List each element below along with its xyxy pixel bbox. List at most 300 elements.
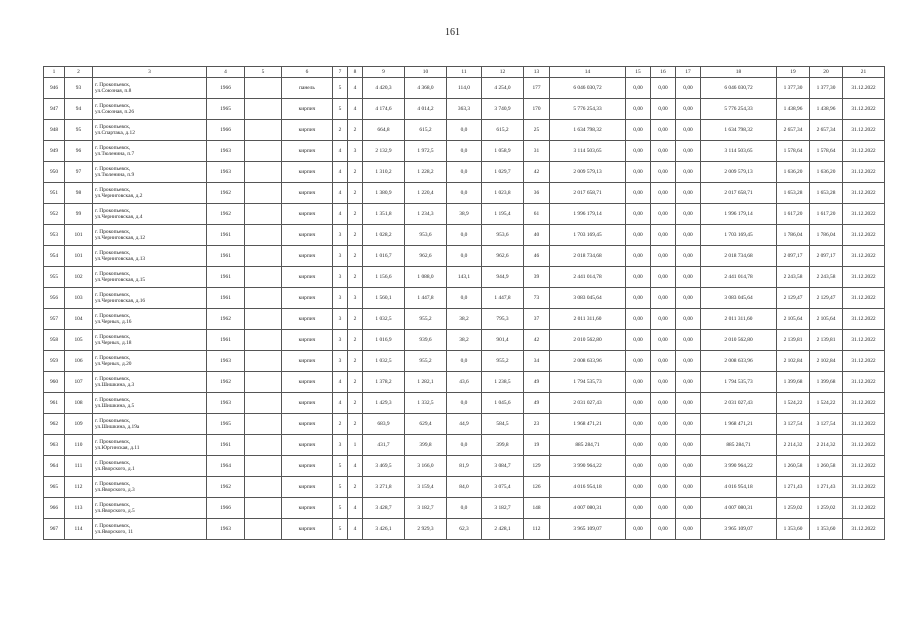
- table-cell: 0,00: [676, 99, 701, 120]
- table-cell: 953,6: [405, 225, 447, 246]
- table-cell: 4: [348, 498, 363, 519]
- address-line: г. Прокопьевск,: [95, 270, 131, 277]
- column-header: 13: [524, 67, 550, 78]
- table-cell: кирпич: [282, 204, 333, 225]
- table-cell: 0,0: [447, 141, 482, 162]
- table-cell: 1 617,20: [810, 204, 843, 225]
- table-cell: 1963: [207, 393, 245, 414]
- table-row: [44, 414, 885, 435]
- table-cell: 0,00: [626, 204, 651, 225]
- table-cell: 0,0: [447, 246, 482, 267]
- address-cell: [93, 393, 207, 414]
- column-header: 21: [843, 67, 885, 78]
- table-cell: 0,00: [626, 519, 651, 540]
- address-line: ул.Тюленина, п.7: [95, 151, 135, 157]
- table-cell: 2 011 311,60: [701, 309, 777, 330]
- table-cell: 3: [333, 330, 348, 351]
- table-cell: кирпич: [282, 288, 333, 309]
- table-cell: 0,00: [651, 372, 676, 393]
- table-cell: 1 399,68: [777, 372, 810, 393]
- table-cell: 966: [44, 498, 65, 519]
- table-cell: 46: [524, 246, 550, 267]
- table-cell: 1 310,2: [363, 162, 405, 183]
- column-header: 5: [245, 67, 282, 78]
- address-line: ул.Шишкина, д.19а: [95, 424, 140, 430]
- table-cell: [245, 162, 282, 183]
- table-cell: [245, 372, 282, 393]
- table-cell: 31.12.2022: [843, 141, 885, 162]
- table-cell: 0,00: [626, 498, 651, 519]
- table-cell: 2 009 579,13: [550, 162, 626, 183]
- table-cell: 1961: [207, 288, 245, 309]
- table-cell: 4: [333, 204, 348, 225]
- table-cell: 31.12.2022: [843, 393, 885, 414]
- table-cell: 948: [44, 120, 65, 141]
- column-header: 18: [701, 67, 777, 78]
- table-cell: 1 524,22: [777, 393, 810, 414]
- table-cell: 1962: [207, 204, 245, 225]
- table-cell: 1 332,5: [405, 393, 447, 414]
- table-cell: 0,00: [651, 246, 676, 267]
- table-cell: 0,00: [651, 99, 676, 120]
- table-cell: 1 634 798,32: [701, 120, 777, 141]
- table-row: [44, 267, 885, 288]
- column-header: 20: [810, 67, 843, 78]
- table-cell: 962,6: [405, 246, 447, 267]
- table-cell: 1 045,6: [482, 393, 524, 414]
- table-cell: 0,00: [651, 330, 676, 351]
- table-cell: 4 014,2: [405, 99, 447, 120]
- table-cell: 1 968 471,21: [701, 414, 777, 435]
- address-cell: [93, 477, 207, 498]
- table-cell: 3 127,54: [777, 414, 810, 435]
- table-cell: 31.12.2022: [843, 477, 885, 498]
- table-cell: 955,2: [482, 351, 524, 372]
- table-cell: 683,9: [363, 414, 405, 435]
- table-cell: 1 220,4: [405, 183, 447, 204]
- table-cell: 0,00: [626, 246, 651, 267]
- table-cell: кирпич: [282, 330, 333, 351]
- table-cell: 3 990 964,22: [550, 456, 626, 477]
- table-cell: 0,00: [676, 120, 701, 141]
- table-cell: 110: [65, 435, 93, 456]
- table-cell: 34: [524, 351, 550, 372]
- table-cell: 3 469,5: [363, 456, 405, 477]
- table-cell: 2 441 014,78: [701, 267, 777, 288]
- table-cell: 952: [44, 204, 65, 225]
- table-cell: 49: [524, 372, 550, 393]
- table-cell: 2 010 562,80: [550, 330, 626, 351]
- table-cell: 0,00: [676, 393, 701, 414]
- table-cell: 961: [44, 393, 65, 414]
- table-cell: 31.12.2022: [843, 414, 885, 435]
- table-cell: 31.12.2022: [843, 372, 885, 393]
- table-cell: 0,00: [676, 78, 701, 99]
- table-cell: 1 088,0: [405, 267, 447, 288]
- column-header: 17: [676, 67, 701, 78]
- table-cell: 0,00: [651, 414, 676, 435]
- address-line: г. Прокопьевск,: [95, 207, 131, 214]
- table-cell: 101: [65, 225, 93, 246]
- table-cell: 2 010 562,80: [701, 330, 777, 351]
- table-cell: 1 282,1: [405, 372, 447, 393]
- table-row: [44, 309, 885, 330]
- table-cell: 1 560,1: [363, 288, 405, 309]
- table-cell: 950: [44, 162, 65, 183]
- address-cell: [93, 267, 207, 288]
- table-cell: 4 174,6: [363, 99, 405, 120]
- table-cell: 4: [348, 456, 363, 477]
- table-cell: 0,00: [651, 393, 676, 414]
- column-header: 16: [651, 67, 676, 78]
- table-cell: 31.12.2022: [843, 288, 885, 309]
- table-cell: 1 578,64: [810, 141, 843, 162]
- address-line: г. Прокопьевск,: [95, 375, 131, 382]
- address-line: г. Прокопьевск,: [95, 417, 131, 424]
- table-cell: 1 353,60: [810, 519, 843, 540]
- table-cell: 2 102,84: [777, 351, 810, 372]
- table-cell: 0,00: [626, 456, 651, 477]
- address-line: ул.Спартака, д.12: [95, 130, 135, 136]
- table-cell: 3 182,7: [482, 498, 524, 519]
- table-row: [44, 246, 885, 267]
- table-cell: 31.12.2022: [843, 498, 885, 519]
- table-cell: 31.12.2022: [843, 267, 885, 288]
- table-cell: 0,00: [676, 351, 701, 372]
- table-cell: 0,00: [626, 393, 651, 414]
- address-cell: [93, 498, 207, 519]
- table-cell: 3: [333, 309, 348, 330]
- table-cell: 3: [333, 246, 348, 267]
- table-cell: 947: [44, 99, 65, 120]
- table-cell: 2: [348, 204, 363, 225]
- table-cell: 1963: [207, 519, 245, 540]
- table-cell: 1 429,3: [363, 393, 405, 414]
- table-cell: 1 968 471,21: [550, 414, 626, 435]
- table-cell: 1 058,9: [482, 141, 524, 162]
- table-cell: кирпич: [282, 498, 333, 519]
- table-cell: 2 243,58: [810, 267, 843, 288]
- table-cell: 0,00: [626, 141, 651, 162]
- table-cell: 0,00: [626, 414, 651, 435]
- address-line: ул.Черниговская, д.2: [95, 193, 143, 199]
- table-cell: 3: [333, 267, 348, 288]
- table-cell: кирпич: [282, 477, 333, 498]
- table-cell: 0,0: [447, 393, 482, 414]
- table-cell: 0,0: [447, 120, 482, 141]
- table-cell: 1 447,8: [482, 288, 524, 309]
- table-cell: кирпич: [282, 162, 333, 183]
- table-cell: 0,00: [626, 78, 651, 99]
- table-cell: 0,00: [651, 435, 676, 456]
- table-cell: 1 195,4: [482, 204, 524, 225]
- table-cell: [245, 477, 282, 498]
- table-cell: 2: [348, 225, 363, 246]
- table-cell: 112: [65, 477, 93, 498]
- address-line: ул.Черных, д.16: [95, 319, 132, 325]
- address-line: г. Прокопьевск,: [95, 102, 131, 109]
- table-cell: 81,9: [447, 456, 482, 477]
- table-cell: 2 011 311,60: [550, 309, 626, 330]
- address-cell: [93, 456, 207, 477]
- address-line: ул.Яворского, д.3: [95, 487, 135, 493]
- table-cell: 0,00: [651, 225, 676, 246]
- table-cell: кирпич: [282, 309, 333, 330]
- table-cell: 0,00: [626, 183, 651, 204]
- table-cell: 4: [333, 393, 348, 414]
- table-cell: 1 260,58: [777, 456, 810, 477]
- table-cell: 4: [348, 78, 363, 99]
- address-line: г. Прокопьевск,: [95, 522, 131, 529]
- table-cell: кирпич: [282, 435, 333, 456]
- table-cell: 885 284,71: [701, 435, 777, 456]
- table-cell: 36: [524, 183, 550, 204]
- table-cell: 31.12.2022: [843, 204, 885, 225]
- table-cell: 3: [333, 225, 348, 246]
- table-cell: 38,2: [447, 309, 482, 330]
- table-cell: 0,00: [676, 204, 701, 225]
- table-cell: 1 156,6: [363, 267, 405, 288]
- table-row: [44, 183, 885, 204]
- table-cell: 3 271,8: [363, 477, 405, 498]
- table-cell: [245, 414, 282, 435]
- table-cell: 1 996 179,14: [550, 204, 626, 225]
- table-cell: 1 016,9: [363, 330, 405, 351]
- table-cell: 3 083 045,64: [701, 288, 777, 309]
- table-cell: 0,00: [676, 309, 701, 330]
- table-cell: 3 990 964,22: [701, 456, 777, 477]
- table-cell: 795,3: [482, 309, 524, 330]
- table-cell: 39: [524, 267, 550, 288]
- table-row: [44, 78, 885, 99]
- table-cell: 955,2: [405, 309, 447, 330]
- table-cell: 1 438,96: [777, 99, 810, 120]
- table-cell: 3 114 503,65: [550, 141, 626, 162]
- address-line: ул.Яворского, д.5: [95, 508, 135, 514]
- table-cell: 1961: [207, 246, 245, 267]
- table-cell: 1 996 179,14: [701, 204, 777, 225]
- table-cell: 43,6: [447, 372, 482, 393]
- table-cell: 0,00: [626, 372, 651, 393]
- table-cell: 0,00: [626, 162, 651, 183]
- table-cell: 1966: [207, 120, 245, 141]
- table-cell: 2: [348, 330, 363, 351]
- table-cell: 1963: [207, 162, 245, 183]
- table-cell: 0,0: [447, 435, 482, 456]
- column-header: 11: [447, 67, 482, 78]
- table-cell: 615,2: [405, 120, 447, 141]
- table-cell: 1962: [207, 372, 245, 393]
- table-cell: 31.12.2022: [843, 225, 885, 246]
- table-cell: 399,8: [405, 435, 447, 456]
- table-cell: 1965: [207, 99, 245, 120]
- address-line: ул.Яворского, 11: [95, 529, 134, 535]
- table-cell: 363,3: [447, 99, 482, 120]
- address-line: ул.Черных, д.18: [95, 340, 132, 346]
- table-row: [44, 435, 885, 456]
- table-cell: 31.12.2022: [843, 330, 885, 351]
- table-cell: 42: [524, 330, 550, 351]
- table-cell: 2 129,47: [810, 288, 843, 309]
- table-cell: 2 031 027,43: [701, 393, 777, 414]
- table-cell: [245, 120, 282, 141]
- table-cell: 0,00: [651, 204, 676, 225]
- table-cell: 0,00: [626, 351, 651, 372]
- address-cell: [93, 288, 207, 309]
- table-cell: 143,1: [447, 267, 482, 288]
- address-cell: [93, 162, 207, 183]
- table-cell: 40: [524, 225, 550, 246]
- table-cell: 0,00: [651, 288, 676, 309]
- table-cell: 885 284,71: [550, 435, 626, 456]
- address-line: ул.Черниговская, д.15: [95, 277, 146, 283]
- table-cell: 954: [44, 246, 65, 267]
- address-line: г. Прокопьевск,: [95, 291, 131, 298]
- table-cell: 1 380,9: [363, 183, 405, 204]
- table-cell: 0,00: [651, 309, 676, 330]
- table-cell: 3 182,7: [405, 498, 447, 519]
- table-cell: [245, 225, 282, 246]
- table-cell: 2 008 633,96: [701, 351, 777, 372]
- table-cell: 0,00: [626, 267, 651, 288]
- table-cell: 4: [348, 519, 363, 540]
- table-row: [44, 456, 885, 477]
- table-cell: кирпич: [282, 372, 333, 393]
- column-header: 10: [405, 67, 447, 78]
- table-cell: 104: [65, 309, 93, 330]
- address-line: г. Прокопьевск,: [95, 144, 131, 151]
- table-cell: 0,0: [447, 288, 482, 309]
- table-cell: 0,00: [626, 120, 651, 141]
- table-cell: 0,00: [651, 162, 676, 183]
- table-cell: 4 007 080,31: [701, 498, 777, 519]
- table-cell: 109: [65, 414, 93, 435]
- table-cell: 4: [333, 162, 348, 183]
- table-cell: 1 377,30: [810, 78, 843, 99]
- table-cell: 0,00: [676, 225, 701, 246]
- table-cell: 4: [348, 99, 363, 120]
- table-cell: 1 794 535,73: [701, 372, 777, 393]
- table-cell: 1962: [207, 183, 245, 204]
- table-cell: кирпич: [282, 246, 333, 267]
- table-cell: 93: [65, 78, 93, 99]
- table-cell: 1 438,96: [810, 99, 843, 120]
- table-cell: 0,00: [626, 477, 651, 498]
- table-cell: 5: [333, 78, 348, 99]
- table-cell: 111: [65, 456, 93, 477]
- table-cell: 1965: [207, 414, 245, 435]
- table-cell: [245, 456, 282, 477]
- table-cell: 1 032,5: [363, 309, 405, 330]
- table-cell: 944,9: [482, 267, 524, 288]
- table-cell: 1962: [207, 477, 245, 498]
- address-cell: [93, 183, 207, 204]
- table-cell: 2 017 658,71: [701, 183, 777, 204]
- address-cell: [93, 372, 207, 393]
- table-cell: 177: [524, 78, 550, 99]
- table-cell: 31.12.2022: [843, 351, 885, 372]
- table-cell: 953,6: [482, 225, 524, 246]
- table-cell: 101: [65, 246, 93, 267]
- table-cell: 1 029,7: [482, 162, 524, 183]
- table-cell: 2: [348, 309, 363, 330]
- table-cell: 2 129,47: [777, 288, 810, 309]
- table-cell: 126: [524, 477, 550, 498]
- table-cell: 959: [44, 351, 65, 372]
- table-cell: 31.12.2022: [843, 456, 885, 477]
- table-cell: 0,00: [676, 141, 701, 162]
- table-cell: 1963: [207, 141, 245, 162]
- table-cell: 1 271,43: [810, 477, 843, 498]
- table-cell: 0,00: [676, 435, 701, 456]
- table-cell: 1966: [207, 498, 245, 519]
- table-cell: [245, 393, 282, 414]
- table-cell: 6 046 030,72: [550, 78, 626, 99]
- table-cell: 1 447,8: [405, 288, 447, 309]
- table-cell: [245, 183, 282, 204]
- table-cell: 97: [65, 162, 93, 183]
- table-cell: 0,00: [651, 267, 676, 288]
- address-line: г. Прокопьевск,: [95, 81, 131, 88]
- table-cell: 2 018 734,68: [550, 246, 626, 267]
- address-cell: [93, 246, 207, 267]
- table-cell: 0,00: [676, 246, 701, 267]
- table-cell: 4 016 954,18: [550, 477, 626, 498]
- table-row: [44, 288, 885, 309]
- table-cell: кирпич: [282, 519, 333, 540]
- table-cell: 0,00: [676, 519, 701, 540]
- page-number: 161: [445, 27, 460, 38]
- table-cell: 19: [524, 435, 550, 456]
- column-header: 14: [550, 67, 626, 78]
- table-cell: 94: [65, 99, 93, 120]
- address-cell: [93, 309, 207, 330]
- table-cell: 3 166,0: [405, 456, 447, 477]
- table-cell: 3 114 503,65: [701, 141, 777, 162]
- column-header: 1: [44, 67, 65, 78]
- table-cell: 129: [524, 456, 550, 477]
- table-cell: панель: [282, 78, 333, 99]
- table-cell: 3: [348, 288, 363, 309]
- table-cell: 0,00: [651, 78, 676, 99]
- column-header: 4: [207, 67, 245, 78]
- housing-register-table: [43, 66, 885, 540]
- table-cell: 2: [348, 414, 363, 435]
- table-cell: 5: [333, 99, 348, 120]
- table-cell: 42: [524, 162, 550, 183]
- table-cell: кирпич: [282, 141, 333, 162]
- table-cell: 1 378,2: [363, 372, 405, 393]
- table-cell: 113: [65, 498, 93, 519]
- table-row: [44, 393, 885, 414]
- table-cell: 1 617,20: [777, 204, 810, 225]
- table-cell: 2 139,81: [810, 330, 843, 351]
- table-cell: 1 786,04: [777, 225, 810, 246]
- table-cell: 0,00: [626, 288, 651, 309]
- table-cell: 1 653,28: [810, 183, 843, 204]
- table-cell: 1 636,20: [810, 162, 843, 183]
- table-cell: 399,8: [482, 435, 524, 456]
- table-cell: 0,0: [447, 183, 482, 204]
- table-cell: 2 132,9: [363, 141, 405, 162]
- table-cell: 1 703 169,45: [701, 225, 777, 246]
- table-cell: 0,00: [676, 288, 701, 309]
- table-cell: 3: [333, 288, 348, 309]
- column-header: 7: [333, 67, 348, 78]
- table-cell: 962: [44, 414, 65, 435]
- address-cell: [93, 435, 207, 456]
- column-header: 9: [363, 67, 405, 78]
